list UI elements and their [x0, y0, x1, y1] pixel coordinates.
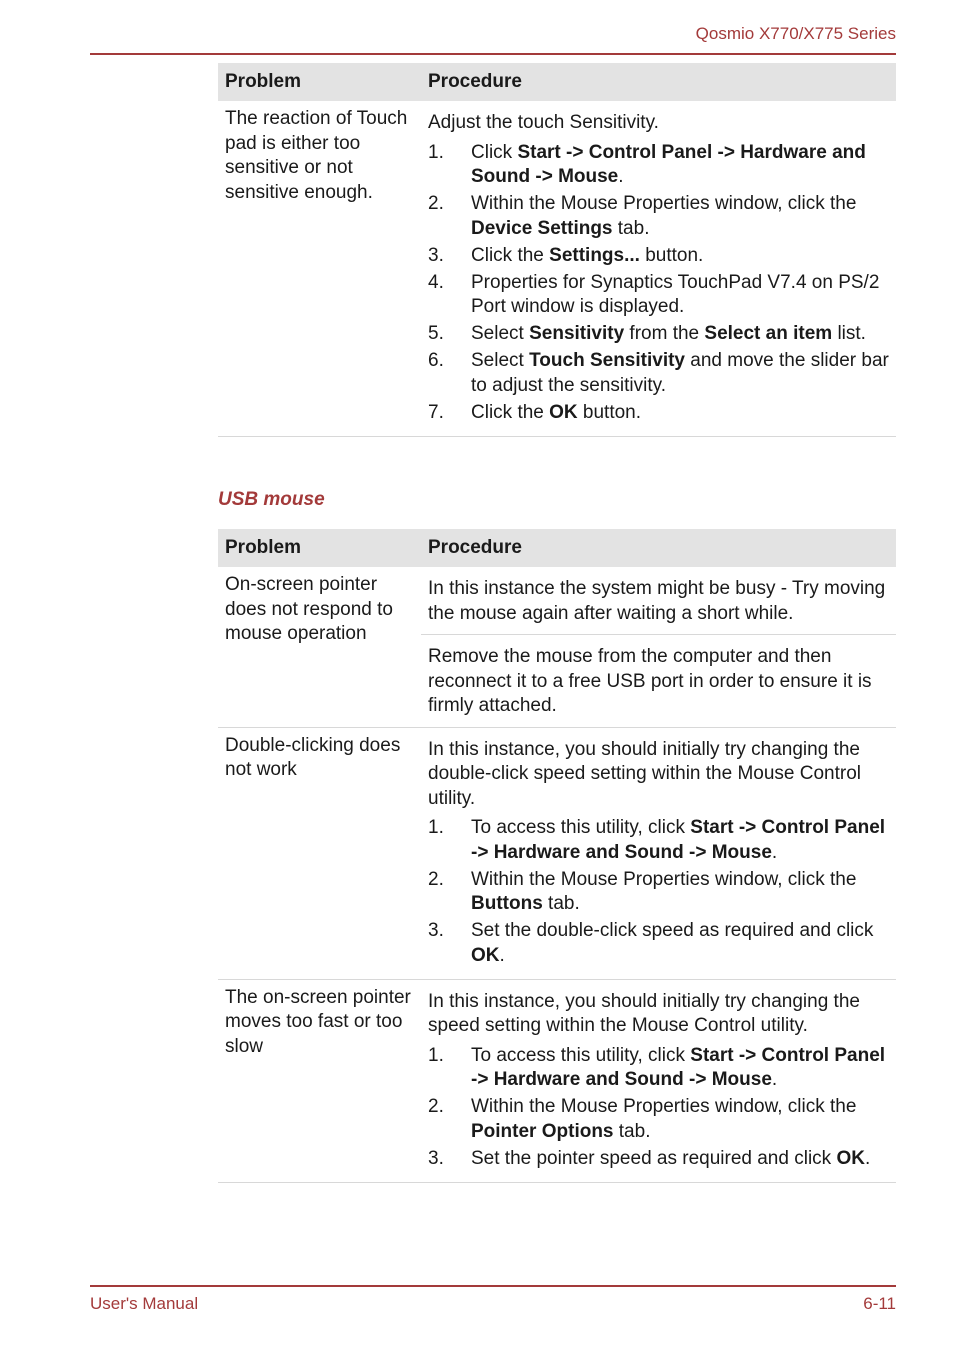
step-text: Within the Mouse Properties window, click the	[471, 193, 857, 214]
procedure-intro: In this instance, you should initially try changing the speed setting within the Mouse Control utility.	[428, 990, 860, 1036]
procedure-step	[428, 1095, 889, 1144]
step-text: Click	[471, 141, 518, 163]
step-text: .	[499, 944, 505, 966]
step-text: Set the pointer speed as required and click	[471, 1147, 837, 1169]
procedure-intro: In this instance, you should initially try changing the double-click speed setting within the Mouse Control utility.	[428, 738, 862, 809]
step-ui-label: Buttons	[471, 893, 543, 914]
step-text: To access this utility, click	[471, 1044, 691, 1066]
step-text: tab.	[542, 893, 580, 914]
problem-cell: The on-screen pointer moves too fast or too slow	[218, 979, 421, 1182]
procedure-paragraph: Remove the mouse from the computer and then reconnect it to a free USB port in order to ensure it is firmly attached.	[428, 646, 872, 716]
step-number: 2.	[428, 868, 444, 890]
step-text: list.	[832, 323, 866, 344]
table-row	[218, 727, 896, 979]
step-number: 1.	[428, 141, 444, 163]
step-number: 2.	[428, 193, 444, 214]
table-row	[218, 101, 896, 436]
step-ui-label: Select an item	[704, 323, 833, 344]
step-text: Set the double-click speed as required and click	[471, 920, 874, 941]
procedure-step	[428, 1044, 889, 1093]
step-text: button.	[639, 244, 704, 266]
step-text: Click the	[471, 401, 550, 423]
procedure-paragraph: In this instance the system might be busy - Try moving the mouse again after waiting a short while.	[428, 578, 886, 624]
table-row	[218, 979, 896, 1182]
problem-cell: The reaction of Touch pad is either too sensitive or not sensitive enough.	[218, 101, 421, 436]
step-text: from the	[624, 323, 705, 344]
step-ui-label: OK	[471, 944, 500, 966]
step-text: Properties for Synaptics TouchPad V7.4 on PS/2 Port window is displayed.	[471, 271, 880, 317]
step-ui-label: OK	[836, 1147, 865, 1169]
procedure-step	[428, 401, 889, 426]
step-number: 2.	[428, 1096, 444, 1117]
procedure-cell	[421, 727, 896, 979]
step-text: To access this utility, click	[471, 817, 691, 838]
step-ui-label: Start -> Control Panel -> Hardware and Sound -> Mouse	[471, 817, 886, 863]
procedure-step	[428, 271, 889, 320]
touchpad-troubleshooting-table	[218, 63, 896, 437]
step-text: button.	[577, 401, 642, 423]
problem-cell: On-screen pointer does not respond to mouse operation	[218, 567, 421, 727]
step-number: 1.	[428, 1044, 444, 1066]
procedure-step	[428, 322, 889, 347]
step-ui-label: Device Settings	[471, 217, 613, 239]
table-row	[218, 567, 896, 635]
procedure-steps	[428, 816, 889, 968]
procedure-step	[428, 192, 889, 241]
usb-mouse-table-container	[218, 529, 896, 1183]
column-header-problem: Problem	[218, 63, 421, 101]
usb-mouse-troubleshooting-table	[218, 529, 896, 1183]
column-header-problem: Problem	[218, 529, 421, 567]
step-number: 1.	[428, 817, 444, 838]
footer-rule	[90, 1285, 896, 1287]
step-text: Click the	[471, 244, 550, 266]
procedure-steps	[428, 141, 889, 426]
step-text: .	[618, 166, 624, 187]
step-text: Within the Mouse Properties window, click the	[471, 1096, 857, 1117]
step-text: .	[864, 1147, 871, 1169]
procedure-step	[428, 919, 889, 968]
header-rule	[90, 53, 896, 55]
step-number: 5.	[428, 323, 444, 344]
procedure-step	[428, 141, 889, 190]
step-text: Within the Mouse Properties window, click the	[471, 868, 857, 890]
procedure-step	[428, 816, 889, 865]
step-ui-label: Pointer Options	[471, 1120, 614, 1142]
step-text: tab.	[613, 1120, 651, 1142]
procedure-cell	[421, 979, 896, 1182]
step-text: tab.	[612, 217, 650, 239]
table-header-row	[218, 529, 896, 567]
procedure-step	[428, 349, 889, 398]
procedure-steps	[428, 1044, 889, 1172]
step-ui-label: Touch Sensitivity	[529, 350, 685, 371]
procedure-step	[428, 1147, 889, 1172]
step-text: Select	[471, 350, 530, 371]
procedure-cell	[421, 635, 896, 728]
touchpad-table-container	[218, 63, 896, 437]
step-number: 3.	[428, 244, 444, 266]
step-ui-label: Start -> Control Panel -> Hardware and Sound -> Mouse	[471, 1044, 886, 1090]
step-text: .	[771, 1069, 778, 1090]
step-ui-label: Start -> Control Panel -> Hardware and Sound -> Mouse	[471, 141, 866, 187]
column-header-procedure: Procedure	[421, 63, 896, 101]
step-number: 3.	[428, 1147, 444, 1169]
step-number: 6.	[428, 350, 444, 371]
procedure-cell	[421, 567, 896, 635]
step-number: 4.	[428, 271, 444, 293]
column-header-procedure: Procedure	[421, 529, 896, 567]
step-ui-label: OK	[549, 401, 578, 423]
procedure-step	[428, 244, 889, 269]
footer-manual-title: User's Manual	[90, 1294, 199, 1313]
step-number: 7.	[428, 401, 444, 423]
footer-page-number: 6-11	[863, 1294, 896, 1313]
table-header-row	[218, 63, 896, 101]
procedure-cell	[421, 101, 896, 436]
header-title: Qosmio X770/X775 Series	[695, 24, 896, 43]
step-ui-label: Sensitivity	[529, 323, 625, 344]
step-text: Select	[471, 323, 530, 344]
step-text: and move the slider bar to adjust the sensitivity.	[471, 350, 889, 396]
section-title-usb-mouse: USB mouse	[218, 489, 325, 510]
problem-cell: Double-clicking does not work	[218, 727, 421, 979]
procedure-step	[428, 868, 889, 917]
step-number: 3.	[428, 920, 444, 941]
step-text: .	[771, 841, 778, 863]
procedure-intro: Adjust the touch Sensitivity.	[428, 112, 659, 133]
step-ui-label: Settings...	[549, 244, 640, 266]
